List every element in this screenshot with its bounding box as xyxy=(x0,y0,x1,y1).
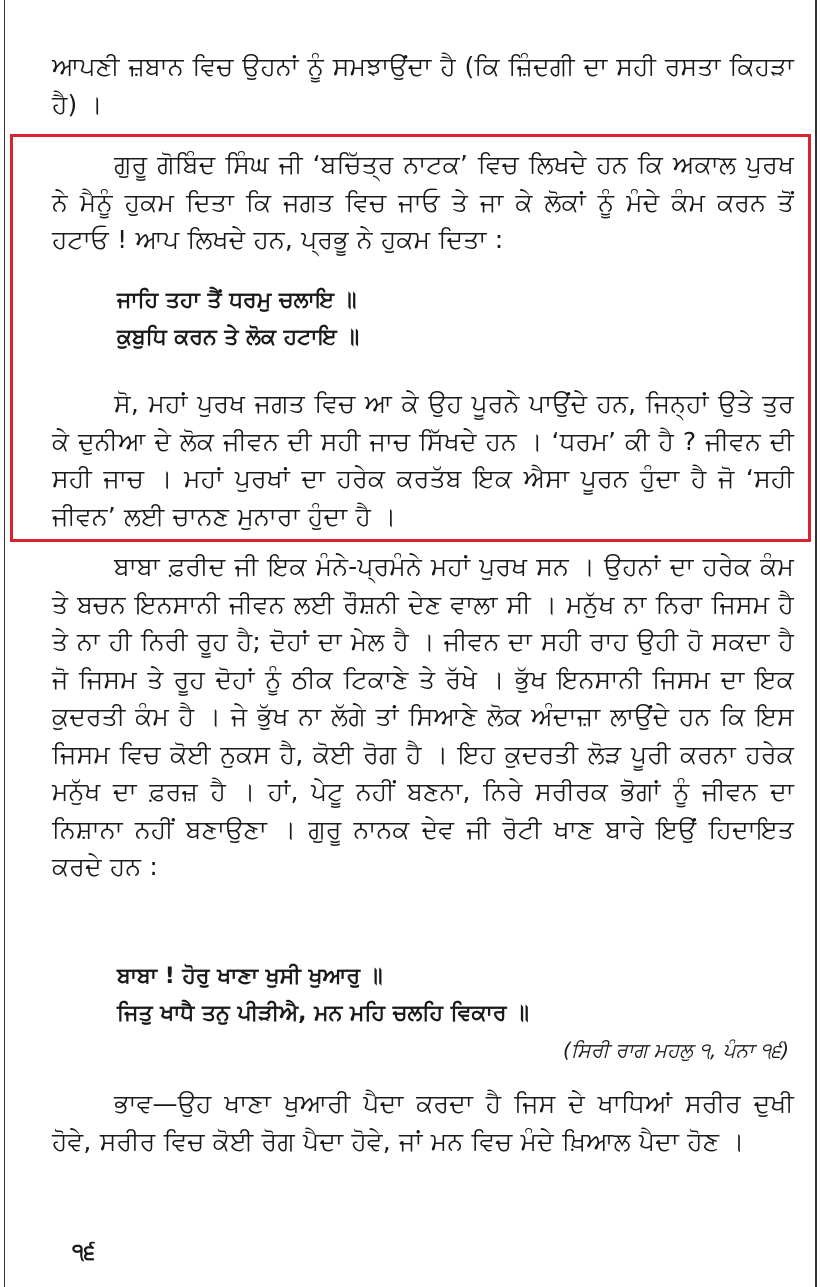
verse-gurbani xyxy=(117,958,807,1032)
verse-line: ਜਾਹਿ ਤਹਾ ਤੈਂ ਧਰਮੁ ਚਲਾਇ ॥ xyxy=(117,288,357,313)
paragraph-bachittar-natak: ਗੁਰੂ ਗੋਬਿੰਦ ਸਿੰਘ ਜੀ ‘ਬਚਿੱਤ੍ਰ ਨਾਟਕ’ ਵਿਚ ਲਿਖਦੇ ਹਨ ਕਿ ਅਕਾਲ ਪੁਰਖ ਨੇ ਮੈਨੂੰ ਹੁਕਮ ਦਿਤਾ ਕਿ ਜਗਤ ਵਿਚ ਜਾਓ ਤੇ ਜਾ ਕੇ ਲੋਕਾਂ ਨੂੰ ਮੰਦੇ ਕੰਮ ਕਰਨ ਤੋਂ ਹਟਾਓ ! ਆਪ ਲਿਖਦੇ ਹਨ, ਪ੍ਰਭੂ ਨੇ ਹੁਕਮ ਦਿਤਾ : xyxy=(52,150,794,254)
paragraph-meaning: ਭਾਵ—ਉਹ ਖਾਣਾ ਖੁਆਰੀ ਪੈਦਾ ਕਰਦਾ ਹੈ ਜਿਸ ਦੇ ਖਾਧਿਆਂ ਸਰੀਰ ਦੁਖੀ ਹੋਵੇ, ਸਰੀਰ ਵਿਚ ਕੋਈ ਰੋਗ ਪੈਦਾ ਹੋਵੇ, ਜਾਂ ਮਨ ਵਿਚ ਮੰਦੇ ਖ਼ਿਆਲ ਪੈਦਾ ਹੋਣ । xyxy=(52,1089,794,1156)
verse-line: ਕੁਬੁਧਿ ਕਰਨ ਤੇ ਲੋਕ ਹਟਾਇ ॥ xyxy=(117,325,360,350)
paragraph-intro: ਆਪਣੀ ਜ਼ਬਾਨ ਵਿਚ ਉਹਨਾਂ ਨੂੰ ਸਮਝਾਉਂਦਾ ਹੈ (ਕਿ ਜ਼ਿੰਦਗੀ ਦਾ ਸਹੀ ਰਸਤਾ ਕਿਹੜਾ ਹੈ) । xyxy=(52,52,794,119)
page-right-edge xyxy=(815,0,817,1287)
page-left-edge xyxy=(4,0,5,1287)
page-number: ੧੬ xyxy=(72,1240,96,1265)
verse-citation: (ਸਿਰੀ ਰਾਗ ਮਹਲੁ ੧, ਪੰਨਾ ੧੬) xyxy=(563,1038,789,1062)
paragraph-baba-farid: ਬਾਬਾ ਫ਼ਰੀਦ ਜੀ ਇਕ ਮੰਨੇ-ਪ੍ਰਮੰਨੇ ਮਹਾਂ ਪੁਰਖ ਸਨ । ਉਹਨਾਂ ਦਾ ਹਰੇਕ ਕੰਮ ਤੇ ਬਚਨ ਇਨਸਾਨੀ ਜੀਵਨ ਲਈ ਰੌਸ਼ਨੀ ਦੇਣ ਵਾਲਾ ਸੀ । ਮਨੁੱਖ ਨਾ ਨਿਰਾ ਜਿਸਮ ਹੈ ਤੇ ਨਾ ਹੀ ਨਿਰੀ ਰੂਹ ਹੈ; ਦੋਹਾਂ ਦਾ ਮੇਲ ਹੈ । ਜੀਵਨ ਦਾ ਸਹੀ ਰਾਹ ਉਹੀ ਹੋ ਸਕਦਾ ਹੈ ਜੋ ਜਿਸਮ ਤੇ ਰੂਹ ਦੋਹਾਂ ਨੂੰ ਠੀਕ ਟਿਕਾਣੇ ਤੇ ਰੱਖੇ । ਭੁੱਖ ਇਨਸਾਨੀ ਜਿਸਮ ਦਾ ਇਕ ਕੁਦਰਤੀ ਕੰਮ ਹੈ । ਜੇ ਭੁੱਖ ਨਾ ਲੱਗੇ ਤਾਂ ਸਿਆਣੇ ਲੋਕ ਅੰਦਾਜ਼ਾ ਲਾਉਂਦੇ ਹਨ ਕਿ ਇਸ ਜਿਸਮ ਵਿਚ ਕੋਈ ਨੁਕਸ ਹੈ, ਕੋਈ ਰੋਗ ਹੈ । ਇਹ ਕੁਦਰਤੀ ਲੋੜ ਪੂਰੀ ਕਰਨਾ ਹਰੇਕ ਮਨੁੱਖ ਦਾ ਫ਼ਰਜ਼ ਹੈ । ਹਾਂ, ਪੇਟੂ ਨਹੀਂ ਬਣਨਾ, ਨਿਰੇ ਸਰੀਰਕ ਭੋਗਾਂ ਨੂੰ ਜੀਵਨ ਦਾ ਨਿਸ਼ਾਨਾ ਨਹੀਂ ਬਣਾਉਣਾ । ਗੁਰੂ ਨਾਨਕ ਦੇਵ ਜੀ ਰੋਟੀ ਖਾਣ ਬਾਰੇ ਇਉਂ ਹਿਦਾਇਤ ਕਰਦੇ ਹਨ : xyxy=(52,552,794,881)
verse-dasam-granth xyxy=(117,282,807,356)
paragraph-maha-purakh: ਸੋ, ਮਹਾਂ ਪੁਰਖ ਜਗਤ ਵਿਚ ਆ ਕੇ ਉਹ ਪੂਰਨੇ ਪਾਉਂਦੇ ਹਨ, ਜਿਨ੍ਹਾਂ ਉਤੇ ਤੁਰ ਕੇ ਦੁਨੀਆ ਦੇ ਲੋਕ ਜੀਵਨ ਦੀ ਸਹੀ ਜਾਚ ਸਿੱਖਦੇ ਹਨ । ‘ਧਰਮ’ ਕੀ ਹੈ ? ਜੀਵਨ ਦੀ ਸਹੀ ਜਾਚ । ਮਹਾਂ ਪੁਰਖਾਂ ਦਾ ਹਰੇਕ ਕਰਤੱਬ ਇਕ ਐਸਾ ਪੂਰਨ ਹੁੰਦਾ ਹੈ ਜੋ ‘ਸਹੀ ਜੀਵਨ’ ਲਈ ਚਾਨਣ ਮੁਨਾਰਾ ਹੁੰਦਾ ਹੈ । xyxy=(52,389,794,531)
verse-line: ਬਾਬਾ ! ਹੋਰੁ ਖਾਣਾ ਖੁਸੀ ਖੁਆਰੁ ॥ xyxy=(117,964,383,989)
verse-line: ਜਿਤੁ ਖਾਧੈ ਤਨੁ ਪੀੜੀਐ, ਮਨ ਮਹਿ ਚਲਹਿ ਵਿਕਾਰ ॥ xyxy=(117,1001,529,1026)
